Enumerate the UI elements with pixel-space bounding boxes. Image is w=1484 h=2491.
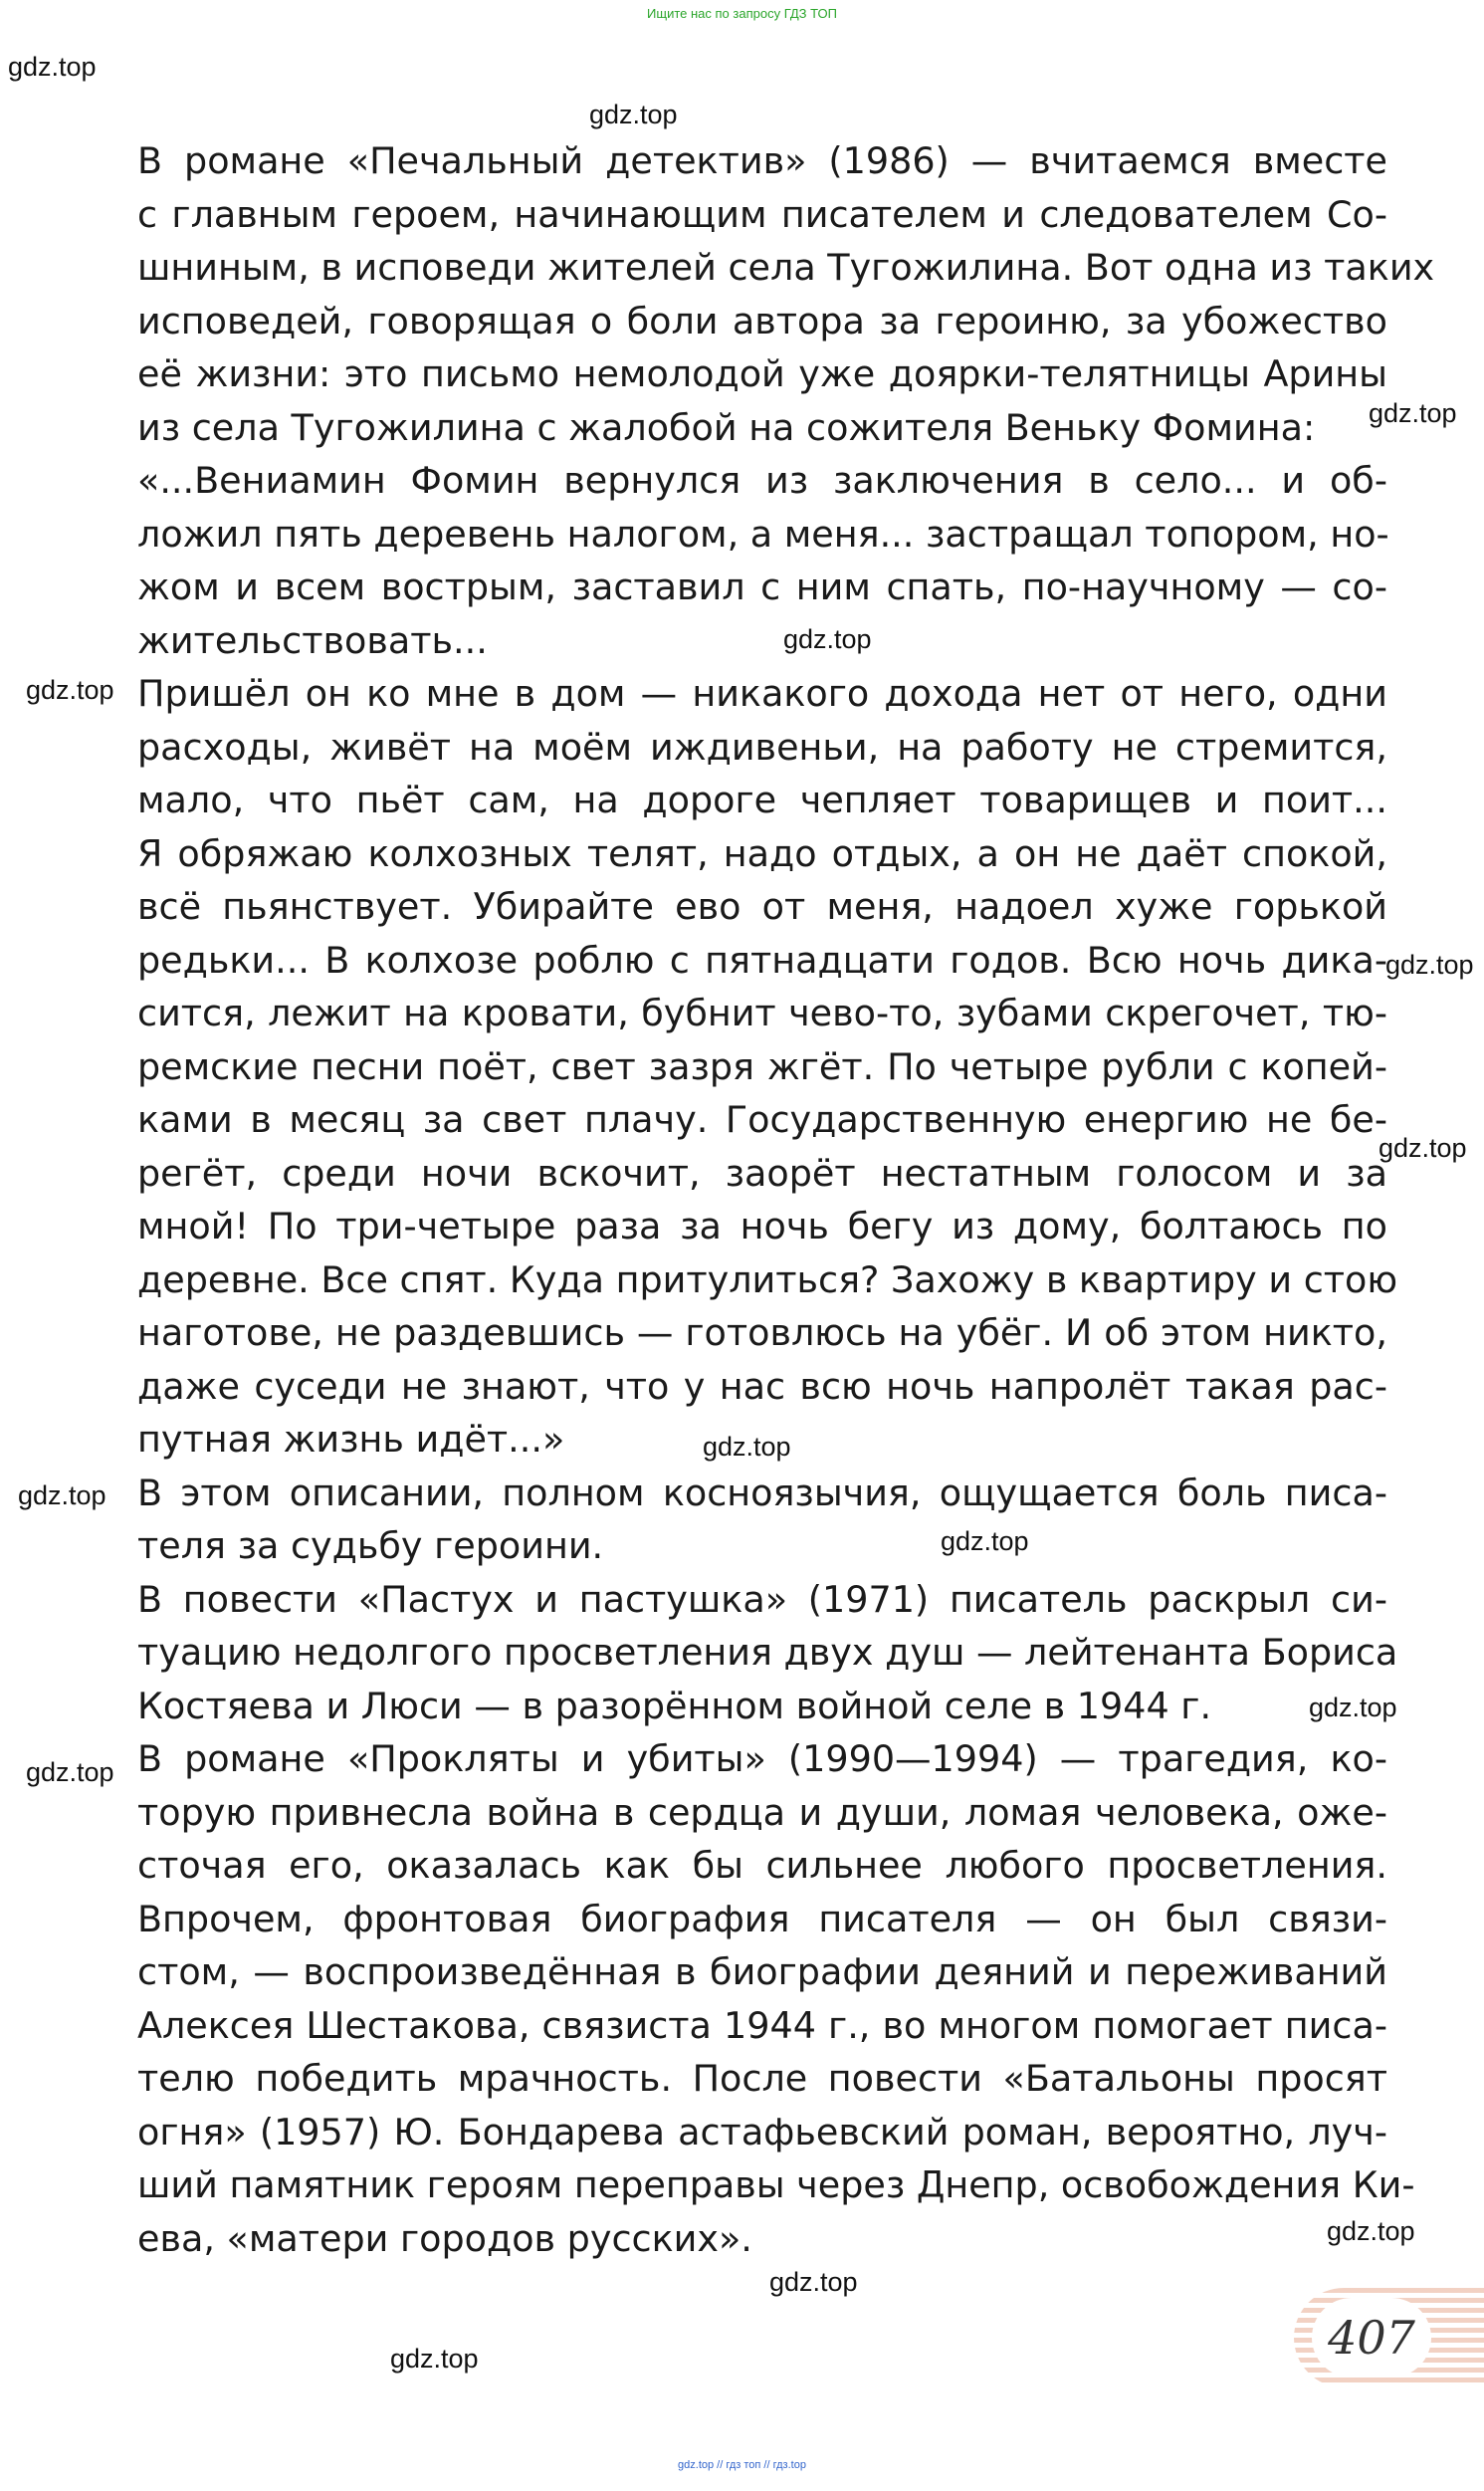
text-line: мной! По три-четыре раза за ночь бегу из дому, болтаюсь по — [137, 1205, 1387, 1247]
text-line: стом, — воспроизведённая в биографии деяний и переживаний — [137, 1950, 1387, 1993]
watermark: gdz.top — [769, 2267, 858, 2297]
text-line: сится, лежит на кровати, бубнит чево-то, зубами скрегочет, тю- — [137, 992, 1387, 1034]
text-line: шниным, в исповеди жителей села Тугожилина. Вот одна из таких — [137, 246, 1435, 289]
watermark: gdz.top — [390, 2344, 479, 2374]
text-line: редьки... В колхозе роблю с пятнадцати годов. Всю ночь дика- — [137, 938, 1387, 982]
text-line: В повести «Пастух и пастушка» (1971) писатель раскрыл си- — [137, 1577, 1387, 1621]
text-line: теля за судьбу героини. — [137, 1524, 604, 1567]
text-line: Впрочем, фронтовая биография писателя — он был связи- — [137, 1897, 1387, 1940]
text-line: путная жизнь идёт...» — [137, 1418, 565, 1461]
text-line: жом и всем вострым, заставил с ним спать, по-научному — со- — [137, 566, 1387, 608]
watermark: gdz.top — [783, 624, 872, 654]
text-line: ками в месяц за свет плачу. Государственную енергию не бе- — [137, 1098, 1387, 1141]
text-line: огня» (1957) Ю. Бондарева астафьевский роман, вероятно, луч- — [137, 2110, 1387, 2153]
watermark: gdz.top — [1309, 1693, 1397, 1722]
bottom-banner[interactable]: gdz.top // гдз топ // гдз.top — [678, 2459, 806, 2471]
text-line: Пришёл он ко мне в дом — никакого дохода нет от него, одни — [137, 672, 1387, 715]
watermark: gdz.top — [941, 1526, 1029, 1556]
watermark: gdz.top — [1378, 1133, 1467, 1163]
watermark: gdz.top — [26, 675, 114, 705]
watermark: gdz.top — [8, 52, 97, 82]
text-line: Алексея Шестакова, связиста 1944 г., во многом помогает писа- — [137, 2003, 1387, 2047]
text-line: её жизни: это письмо немолодой уже доярки-телятницы Арины — [137, 352, 1387, 395]
text-line: из села Тугожилина с жалобой на сожителя Веньку Фомина: — [137, 405, 1316, 449]
text-line: В романе «Прокляты и убиты» (1990—1994) — трагедия, ко- — [137, 1737, 1387, 1780]
text-line: ева, «матери городов русских». — [137, 2216, 752, 2260]
text-line: Я обряжаю колхозных телят, надо отдых, а он не даёт спокой, — [137, 831, 1387, 875]
watermark: gdz.top — [18, 1480, 106, 1510]
text-line: исповедей, говорящая о боли автора за героиню, за убожество — [137, 299, 1387, 342]
text-line: деревне. Все спят. Куда притулиться? Захожу в квартиру и стою — [137, 1257, 1398, 1301]
text-line: ший памятник героям переправы через Днепр, освобождения Ки- — [137, 2163, 1415, 2206]
text-line: с главным героем, начинающим писателем и следователем Со- — [137, 192, 1387, 236]
text-line: жительствовать... — [137, 618, 488, 662]
text-line: ложил пять деревень налогом, а меня... застращал топором, но- — [137, 512, 1389, 556]
watermark: gdz.top — [1369, 398, 1457, 428]
text-line: «...Вениамин Фомин вернулся из заключения в село... и об- — [137, 459, 1387, 502]
text-line: торую привнесла война в сердца и души, ломая человека, оже- — [137, 1790, 1387, 1834]
text-line: регёт, среди ночи вскочит, заорёт нестатным голосом и за — [137, 1151, 1387, 1195]
text-line: даже суседи не знают, что у нас всю ночь напролёт такая рас- — [137, 1364, 1387, 1408]
page-number: 407 — [1312, 2298, 1431, 2378]
text-line: ремские песни поёт, свет зазря жгёт. По четыре рубли с копей- — [137, 1044, 1387, 1088]
text-line: телю победить мрачность. После повести «Батальоны просят — [137, 2057, 1387, 2100]
text-line: мало, что пьёт сам, на дороге чепляет товарищев и поит... — [137, 779, 1387, 821]
page-number-badge — [1294, 2280, 1484, 2399]
watermark: gdz.top — [1327, 2216, 1415, 2246]
text-line: туацию недолгого просветления двух душ — лейтенанта Бориса — [137, 1631, 1398, 1674]
text-line: В романе «Печальный детектив» (1986) — вчитаемся вместе — [137, 139, 1387, 182]
text-line: сточая его, оказалась как бы сильнее любого просветления. — [137, 1844, 1387, 1887]
watermark: gdz.top — [1385, 950, 1474, 980]
text-line: наготове, не раздевшись — готовлюсь на убёг. И об этом никто, — [137, 1311, 1387, 1354]
text-line: Костяева и Люси — в разорённом войной селе в 1944 г. — [137, 1684, 1212, 1727]
text-line: расходы, живёт на моём иждивеньи, на работу не стремится, — [137, 725, 1387, 769]
text-line: В этом описании, полном косноязычия, ощущается боль писа- — [137, 1471, 1387, 1514]
watermark: gdz.top — [26, 1757, 114, 1787]
text-line: всё пьянствует. Убирайте ево от меня, надоел хуже горькой — [137, 885, 1387, 928]
watermark: gdz.top — [589, 100, 678, 129]
top-banner[interactable]: Ищите нас по запросу ГДЗ ТОП — [647, 6, 837, 21]
watermark: gdz.top — [703, 1432, 791, 1462]
